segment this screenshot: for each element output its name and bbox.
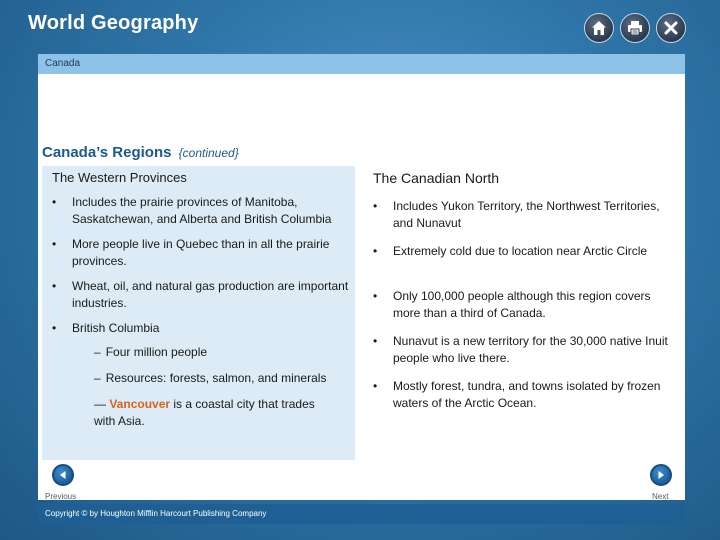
printer-icon <box>626 19 644 37</box>
list-item: • Extremely cold due to location near Arctic Circle <box>373 244 648 258</box>
list-item: • Nunavut is a new territory for the 30,000 native Inuit people who live there. <box>373 334 668 365</box>
list-item: • Includes Yukon Territory, the Northwest Territories, and Nunavut <box>373 199 660 230</box>
breadcrumb-bar <box>38 54 685 74</box>
arrow-left-icon <box>57 469 69 481</box>
arrow-right-icon <box>655 469 667 481</box>
western-provinces-panel <box>42 166 355 460</box>
close-button[interactable] <box>656 13 686 43</box>
vancouver-highlight: Vancouver <box>109 397 171 411</box>
bullet-icon: • <box>52 321 57 335</box>
list-item: • Includes the prairie provinces of Manitoba, Saskatchewan, and Alberta and British Columbia <box>52 195 332 226</box>
home-icon <box>590 19 608 37</box>
footer-bar <box>38 504 685 524</box>
bullet-icon: • <box>373 334 378 348</box>
close-icon <box>662 19 680 37</box>
copyright-text: Copyright © by Houghton Mifflin Harcourt Publishing Company <box>45 509 267 518</box>
previous-label[interactable]: Previous <box>45 492 77 501</box>
slide-content <box>38 74 685 500</box>
bullet-icon: • <box>52 195 57 209</box>
list-item: • British Columbia <box>52 321 160 335</box>
bullet-icon: • <box>52 237 57 251</box>
next-button[interactable] <box>650 464 672 486</box>
western-provinces-heading: The Western Provinces <box>52 170 187 185</box>
bullet-icon: • <box>373 244 378 258</box>
home-button[interactable] <box>584 13 614 43</box>
sub-list-item: — Vancouver is a coastal city that trades with Asia. <box>94 397 315 428</box>
list-item: • More people live in Quebec than in all the prairie provinces. <box>52 237 330 268</box>
dash-icon: – <box>94 345 101 359</box>
list-item: • Wheat, oil, and natural gas production are important industries. <box>52 279 349 310</box>
dash-icon: – <box>94 371 101 385</box>
bullet-icon: • <box>373 379 378 393</box>
list-item: • Mostly forest, tundra, and towns isolated by frozen waters of the Arctic Ocean. <box>373 379 661 410</box>
app-title: World Geography <box>28 12 199 34</box>
em-dash: — <box>94 397 106 411</box>
canadian-north-heading: The Canadian North <box>373 170 500 186</box>
slide-title <box>42 144 239 161</box>
bullet-icon: • <box>373 289 378 303</box>
previous-button[interactable] <box>52 464 74 486</box>
list-item: • Only 100,000 people although this region covers more than a third of Canada. <box>373 289 651 320</box>
sub-list-item: – Resources: forests, salmon, and minerals <box>94 371 327 385</box>
breadcrumb: Canada <box>45 58 81 69</box>
sub-list-item: – Four million people <box>94 345 208 359</box>
bullet-icon: • <box>373 199 378 213</box>
slide-title-text: Canada’s Regions <box>42 144 172 161</box>
slide-title-subtitle: {continued} <box>178 146 239 160</box>
print-button[interactable] <box>620 13 650 43</box>
next-label[interactable]: Next <box>652 492 669 501</box>
bullet-icon: • <box>52 279 57 293</box>
